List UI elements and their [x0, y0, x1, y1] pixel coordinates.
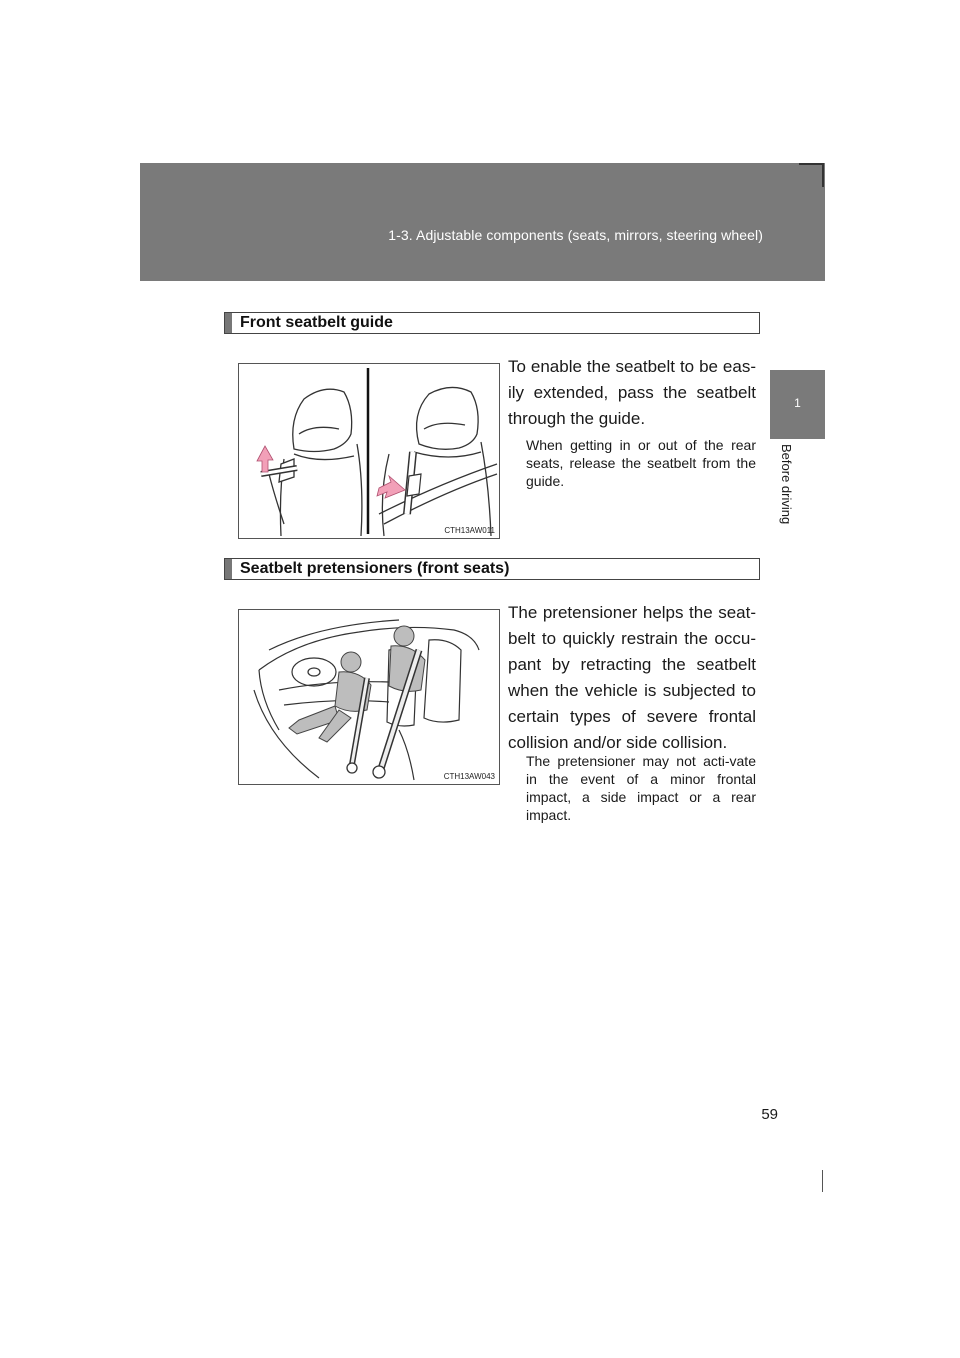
heading-bar	[225, 313, 232, 333]
heading-text: Front seatbelt guide	[240, 314, 393, 331]
chapter-tab[interactable]	[770, 370, 825, 439]
section-heading-seatbelt-guide	[224, 312, 760, 334]
body-paragraph: To enable the seatbelt to be eas-ily extended, pass the seatbelt through the guide.	[508, 357, 756, 428]
crop-mark	[822, 1170, 823, 1192]
heading-text: Seatbelt pretensioners (front seats)	[240, 560, 510, 577]
heading-bar	[225, 559, 232, 579]
seatbelt-guide-illustration	[239, 364, 499, 538]
chapter-label	[780, 444, 794, 544]
page-number: 59	[761, 1106, 778, 1123]
figure-seatbelt-guide	[238, 363, 500, 539]
chapter-number: 1	[794, 396, 801, 410]
figure-pretensioners	[238, 609, 500, 785]
chapter-label-text: Before driving	[779, 444, 794, 525]
crop-mark	[799, 163, 824, 165]
figure-code: CTH13AW011	[444, 526, 495, 535]
figure-code: CTH13AW043	[443, 772, 495, 781]
note-paragraph: When getting in or out of the rear seats, release the seatbelt from the guide.	[526, 437, 756, 489]
header-band	[140, 163, 825, 281]
crop-mark	[822, 163, 824, 187]
note-paragraph: The pretensioner may not acti-vate in the event of a minor frontal impact, a side impact or a rear impact.	[526, 753, 756, 823]
section-title: 1-3. Adjustable components (seats, mirrors, steering wheel)	[388, 227, 763, 243]
pretensioner-illustration	[239, 610, 499, 784]
body-paragraph: The pretensioner helps the seat-belt to quickly restrain the occu-pant by retracting the seatbelt when the vehicle is subjected to certain types of severe frontal collision and/or side collision.	[508, 603, 756, 752]
section-heading-pretensioners	[224, 558, 760, 580]
